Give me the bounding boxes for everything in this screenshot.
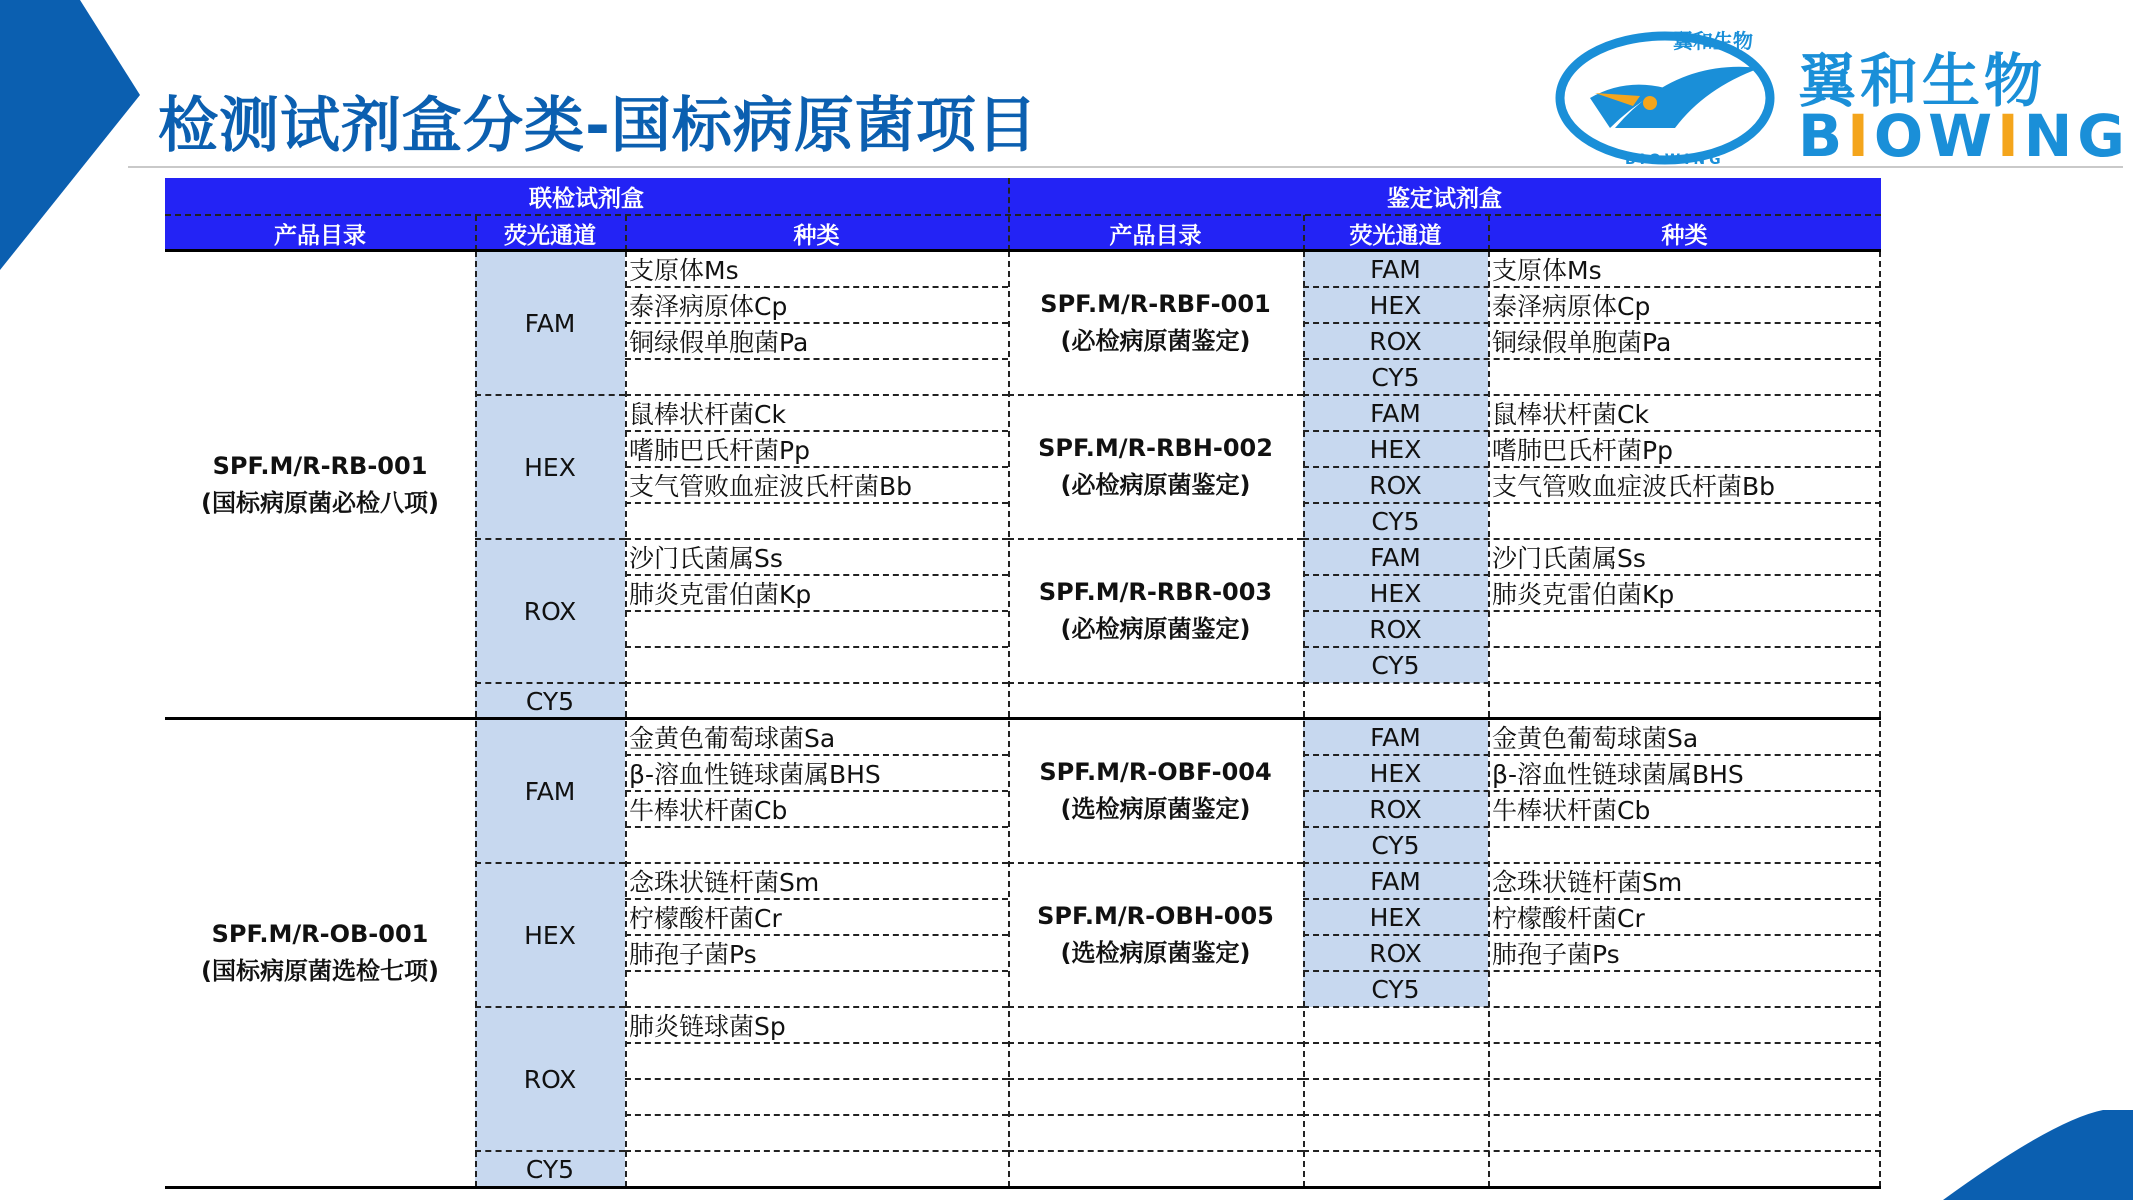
header-column-divider	[1303, 215, 1305, 251]
channel-cell: CY5	[1303, 503, 1488, 539]
species-cell: 念珠状链杆菌Sm	[629, 868, 820, 897]
row-divider	[625, 1078, 1008, 1080]
corner-decoration-top-left	[0, 0, 140, 270]
channel-cell: CY5	[1303, 827, 1488, 863]
species-cell: 金黄色葡萄球菌Sa	[1492, 724, 1699, 753]
species-cell	[625, 359, 1008, 395]
row-divider	[1303, 754, 1881, 756]
species-cell: 柠檬酸杆菌Cr	[1492, 904, 1645, 933]
channel-cell: FAM	[1303, 539, 1488, 575]
logo-emblem-text-top: 翼和生物	[1673, 29, 1753, 53]
row-divider	[625, 574, 1008, 576]
row-divider	[1303, 898, 1881, 900]
row-divider	[625, 826, 1008, 828]
row-divider	[625, 1006, 1008, 1008]
row-divider	[1303, 574, 1881, 576]
column-header: 荧光通道	[475, 215, 625, 251]
row-divider	[1303, 682, 1881, 684]
channel-cell: CY5	[1303, 359, 1488, 395]
row-divider	[625, 790, 1008, 792]
species-cell	[625, 647, 1008, 683]
species-cell: 鼠棒状杆菌Ck	[629, 400, 786, 429]
channel-cell: ROX	[475, 539, 625, 683]
species-cell: 嗜肺巴氏杆菌Pp	[1492, 436, 1673, 465]
species-cell	[1488, 647, 1881, 683]
row-divider	[625, 358, 1008, 360]
species-cell	[1488, 359, 1881, 395]
header-bottom-rule	[165, 249, 1881, 252]
product-code: SPF.M/R-OB-001	[211, 920, 429, 948]
species-cell: 肺炎克雷伯菌Kp	[1492, 580, 1675, 609]
species-cell	[625, 1115, 1008, 1151]
row-divider	[1303, 430, 1881, 432]
row-divider	[1303, 358, 1881, 360]
logo-english-name	[1798, 102, 2130, 170]
logo-chinese-name: 翼和生物	[1798, 47, 2047, 115]
species-cell	[625, 683, 1008, 719]
row-divider	[625, 1150, 1008, 1152]
table-bottom-rule	[165, 1186, 1881, 1189]
page-title: 检测试剂盒分类-国标病原菌项目	[158, 91, 1038, 161]
species-cell	[625, 971, 1008, 1007]
row-divider	[1303, 394, 1881, 396]
product-name: (国标病原菌选检七项)	[201, 957, 439, 985]
species-cell: 金黄色葡萄球菌Sa	[629, 724, 836, 753]
company-logo	[1555, 18, 2133, 168]
channel-cell: ROX	[1303, 611, 1488, 647]
row-divider	[625, 430, 1008, 432]
species-cell: β-溶血性链球菌属BHS	[1492, 760, 1744, 789]
channel-cell: ROX	[1303, 791, 1488, 827]
row-divider	[1303, 934, 1881, 936]
species-cell: 肺孢子菌Ps	[1492, 940, 1620, 969]
channel-cell: HEX	[475, 863, 625, 1007]
channel-cell: ROX	[1303, 935, 1488, 971]
logo-letter-accent: I	[1997, 102, 2024, 170]
group-divider	[475, 394, 625, 396]
product-name: (必检病原菌鉴定)	[1060, 471, 1251, 499]
row-divider	[1303, 862, 1881, 864]
section-separator	[165, 717, 1881, 720]
species-cell: 柠檬酸杆菌Cr	[629, 904, 782, 933]
group-divider	[475, 1150, 625, 1152]
product-name: (国标病原菌必检八项)	[201, 489, 439, 517]
row-divider	[1303, 646, 1881, 648]
group-divider	[1008, 538, 1303, 540]
column-header: 荧光通道	[1303, 215, 1488, 251]
group-divider	[475, 1006, 625, 1008]
row-divider	[1008, 1114, 1303, 1116]
row-divider	[1303, 466, 1881, 468]
row-divider	[625, 322, 1008, 324]
channel-cell: FAM	[1303, 251, 1488, 287]
species-cell	[625, 1079, 1008, 1115]
group-divider	[1008, 862, 1303, 864]
row-divider	[625, 646, 1008, 648]
header-column-divider	[625, 215, 627, 251]
row-divider	[625, 898, 1008, 900]
row-divider	[1008, 1042, 1303, 1044]
species-cell: 嗜肺巴氏杆菌Pp	[629, 436, 810, 465]
row-divider	[625, 610, 1008, 612]
channel-cell: CY5	[1303, 647, 1488, 683]
channel-cell: ROX	[1303, 323, 1488, 359]
species-cell: 肺炎克雷伯菌Kp	[629, 580, 812, 609]
product-name: (必检病原菌鉴定)	[1060, 615, 1251, 643]
column-header: 种类	[1488, 215, 1881, 251]
header-column-divider	[1008, 178, 1010, 251]
product-entry	[1008, 539, 1303, 683]
species-cell: 铜绿假单胞菌Pa	[1492, 328, 1672, 357]
species-cell: 牛棒状杆菌Cb	[1492, 796, 1651, 825]
row-divider	[1303, 826, 1881, 828]
channel-cell: FAM	[475, 719, 625, 863]
product-entry	[165, 719, 475, 1187]
group-divider	[1008, 1006, 1303, 1008]
channel-cell: HEX	[475, 395, 625, 539]
row-divider	[1303, 1150, 1881, 1152]
row-divider	[1303, 1114, 1881, 1116]
channel-cell: HEX	[1303, 899, 1488, 935]
product-code: SPF.M/R-OBF-004	[1039, 758, 1272, 786]
product-entry	[165, 251, 475, 719]
group-divider	[475, 862, 625, 864]
channel-cell: HEX	[1303, 575, 1488, 611]
logo-letter-accent: I	[1847, 102, 1874, 170]
group-divider	[475, 682, 625, 684]
row-divider	[625, 1114, 1008, 1116]
logo-emblem-icon	[1555, 18, 1775, 168]
species-cell	[625, 1043, 1008, 1079]
species-cell: 鼠棒状杆菌Ck	[1492, 400, 1649, 429]
species-cell: 肺孢子菌Ps	[629, 940, 757, 969]
row-divider	[625, 502, 1008, 504]
species-cell: 念珠状链杆菌Sm	[1492, 868, 1683, 897]
row-divider	[625, 754, 1008, 756]
pathogen-kit-table	[165, 178, 1881, 1190]
product-code: SPF.M/R-RBF-001	[1040, 290, 1271, 318]
group-header-identification-kit: 鉴定试剂盒	[1008, 178, 1881, 215]
row-divider	[1008, 1078, 1303, 1080]
species-cell: 泰泽病原体Cp	[1492, 292, 1651, 321]
row-divider	[625, 538, 1008, 540]
species-cell	[1488, 827, 1881, 863]
column-header: 种类	[625, 215, 1008, 251]
row-divider	[1303, 610, 1881, 612]
header-column-divider	[475, 215, 477, 251]
channel-cell: CY5	[1303, 971, 1488, 1007]
group-divider	[1008, 682, 1303, 684]
column-header: 产品目录	[165, 215, 475, 251]
species-cell: 支原体Ms	[1492, 256, 1602, 285]
row-divider	[625, 934, 1008, 936]
channel-cell: HEX	[1303, 287, 1488, 323]
row-divider	[625, 682, 1008, 684]
product-entry	[1008, 719, 1303, 863]
group-divider	[475, 538, 625, 540]
row-divider	[625, 394, 1008, 396]
channel-cell: ROX	[1303, 467, 1488, 503]
channel-cell: HEX	[1303, 431, 1488, 467]
product-entry	[1008, 251, 1303, 395]
species-cell	[625, 1151, 1008, 1187]
group-divider	[1008, 394, 1303, 396]
species-cell: 沙门氏菌属Ss	[629, 544, 783, 573]
row-divider	[1008, 1150, 1303, 1152]
channel-cell: FAM	[1303, 863, 1488, 899]
species-cell	[1488, 611, 1881, 647]
row-divider	[1303, 538, 1881, 540]
species-cell: 支气管败血症波氏杆菌Bb	[1492, 472, 1776, 501]
row-divider	[1303, 322, 1881, 324]
species-cell: 泰泽病原体Cp	[629, 292, 788, 321]
header-divider	[165, 214, 1881, 216]
species-cell	[625, 827, 1008, 863]
row-divider	[625, 862, 1008, 864]
logo-emblem-text-bottom: BIOWING	[1625, 152, 1725, 168]
channel-cell: FAM	[1303, 395, 1488, 431]
row-divider	[625, 286, 1008, 288]
species-cell: β-溶血性链球菌属BHS	[629, 760, 881, 789]
species-cell: 沙门氏菌属Ss	[1492, 544, 1646, 573]
product-code: SPF.M/R-OBH-005	[1037, 902, 1274, 930]
channel-cell: ROX	[475, 1007, 625, 1151]
product-entry	[1008, 863, 1303, 1007]
row-divider	[1303, 286, 1881, 288]
row-divider	[1303, 1042, 1881, 1044]
species-cell	[625, 611, 1008, 647]
row-divider	[1303, 970, 1881, 972]
row-divider	[625, 970, 1008, 972]
channel-cell: CY5	[475, 683, 625, 719]
product-name: (选检病原菌鉴定)	[1060, 939, 1251, 967]
channel-cell: HEX	[1303, 755, 1488, 791]
product-code: SPF.M/R-RB-001	[212, 452, 428, 480]
product-code: SPF.M/R-RBH-002	[1038, 434, 1273, 462]
species-cell: 支气管败血症波氏杆菌Bb	[629, 472, 913, 501]
species-cell: 铜绿假单胞菌Pa	[629, 328, 809, 357]
channel-cell: FAM	[475, 251, 625, 395]
product-entry	[1008, 395, 1303, 539]
row-divider	[1303, 790, 1881, 792]
header-column-divider	[1488, 215, 1490, 251]
product-code: SPF.M/R-RBR-003	[1038, 578, 1273, 606]
logo-letter: OW	[1873, 102, 1998, 170]
channel-cell: CY5	[475, 1151, 625, 1187]
corner-decoration-bottom-right	[1903, 1110, 2133, 1200]
logo-letter: NG	[2023, 102, 2130, 170]
species-cell: 支原体Ms	[629, 256, 739, 285]
product-name: (必检病原菌鉴定)	[1060, 327, 1251, 355]
species-cell: 肺炎链球菌Sp	[629, 1012, 786, 1041]
logo-letter: B	[1798, 102, 1848, 170]
species-cell	[1488, 971, 1881, 1007]
species-cell: 牛棒状杆菌Cb	[629, 796, 788, 825]
row-divider	[625, 1042, 1008, 1044]
product-name: (选检病原菌鉴定)	[1060, 795, 1251, 823]
row-divider	[1303, 1078, 1881, 1080]
row-divider	[625, 466, 1008, 468]
row-divider	[1303, 502, 1881, 504]
species-cell	[625, 503, 1008, 539]
group-header-combined-kit: 联检试剂盒	[165, 178, 1008, 215]
species-cell	[1488, 503, 1881, 539]
column-header: 产品目录	[1008, 215, 1303, 251]
channel-cell: FAM	[1303, 719, 1488, 755]
row-divider	[1303, 1006, 1881, 1008]
